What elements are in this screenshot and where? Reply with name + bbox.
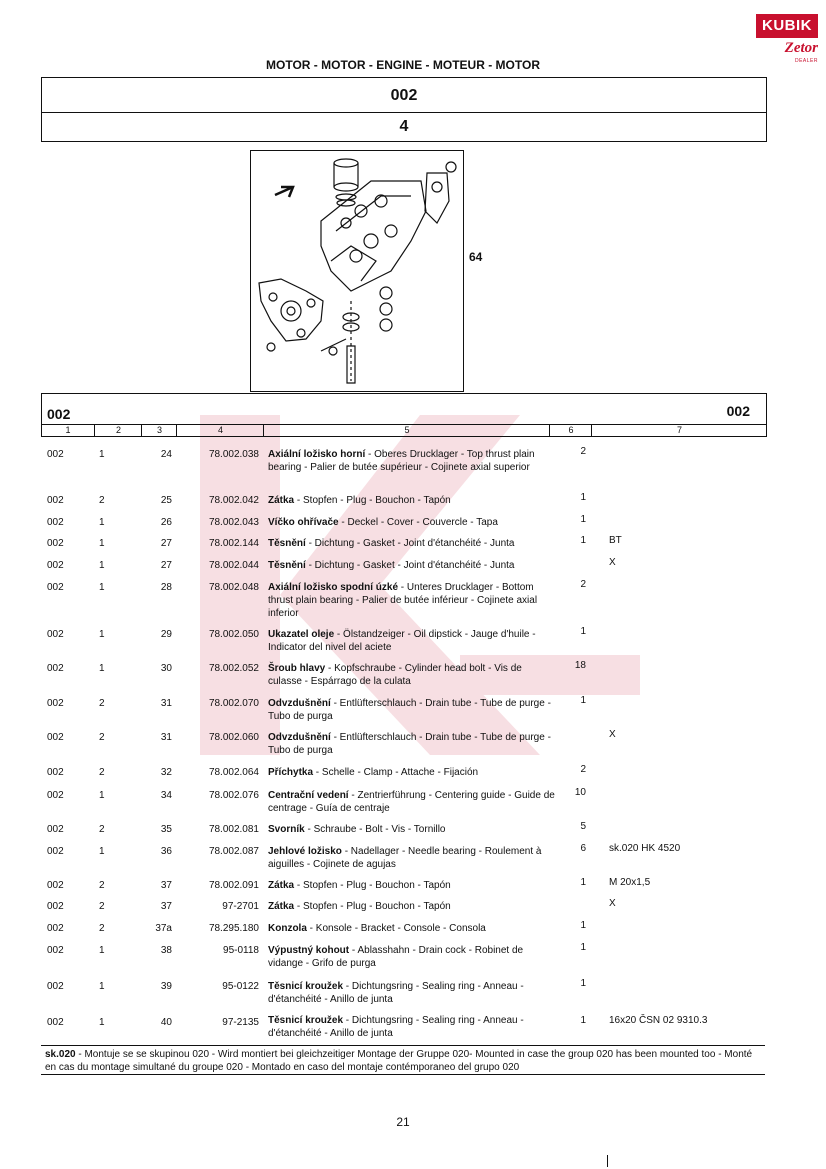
column-number: 7 — [591, 425, 767, 436]
part-name: Ukazatel oleje — [268, 629, 335, 640]
cell-group: 002 — [47, 981, 64, 992]
cell-position: 27 — [160, 538, 172, 549]
table-group-right: 002 — [726, 403, 750, 419]
part-name: Svorník — [268, 824, 305, 835]
cell-note: X — [609, 898, 616, 909]
cell-group: 002 — [47, 790, 64, 801]
part-translations: - Stopfen - Plug - Bouchon - Tapón — [294, 901, 451, 912]
column-number: 1 — [65, 425, 71, 435]
cell-part-number: 95-0122 — [222, 981, 259, 992]
cell-position: 38 — [160, 945, 172, 956]
column-number: 6 — [549, 425, 592, 436]
part-translations: - Entlüfterschlauch - Drain tube - Tube de purge - Tubo de purga — [268, 732, 551, 756]
cell-position: 30 — [160, 663, 172, 674]
cell-part-number: 78.295.180 — [208, 923, 259, 934]
cell-group: 002 — [47, 495, 64, 506]
cell-quantity: 1 — [580, 978, 586, 989]
cell-description — [268, 879, 556, 892]
cell-col2: 2 — [99, 732, 105, 743]
cell-note: X — [609, 557, 616, 568]
group-number: 002 — [390, 87, 418, 104]
cell-description — [268, 1014, 556, 1040]
part-name: Konzola — [268, 923, 307, 934]
cell-quantity: 1 — [580, 492, 586, 503]
logo-dealer: DEALER — [794, 58, 818, 64]
cell-note: sk.020 HK 4520 — [609, 843, 681, 854]
cell-part-number: 78.002.060 — [208, 732, 259, 743]
cell-position: 39 — [160, 981, 172, 992]
cell-part-number: 95-0118 — [223, 945, 259, 956]
cell-col2: 1 — [99, 629, 105, 640]
margin-tick-mark — [607, 1155, 608, 1167]
column-number: 2 — [94, 425, 142, 436]
cell-part-number: 78.002.050 — [208, 629, 259, 640]
cell-quantity: 1 — [580, 695, 586, 706]
page-number: 21 — [396, 1115, 410, 1129]
cell-position: 37 — [160, 901, 172, 912]
cell-quantity: 6 — [580, 843, 586, 854]
cell-position: 26 — [160, 517, 172, 528]
part-name: Těsnění — [268, 560, 306, 571]
part-name: Axiální ložisko horní — [268, 449, 366, 460]
cell-part-number: 78.002.052 — [208, 663, 259, 674]
cell-col2: 1 — [99, 560, 105, 571]
exploded-view-figure — [250, 150, 464, 392]
cell-quantity: 10 — [574, 787, 586, 798]
part-name: Zátka — [268, 495, 295, 506]
cell-col2: 1 — [99, 981, 105, 992]
cell-description — [268, 628, 556, 654]
part-translations: - Stopfen - Plug - Bouchon - Tapón — [294, 880, 451, 891]
cell-position: 28 — [160, 582, 172, 593]
cell-description — [268, 662, 556, 688]
cell-group: 002 — [47, 1017, 64, 1028]
cell-quantity: 1 — [580, 514, 586, 525]
cell-description — [268, 845, 556, 871]
cell-note: X — [609, 729, 616, 740]
cell-col2: 2 — [99, 698, 105, 709]
part-name: Víčko ohřívače — [268, 517, 339, 528]
cell-col2: 1 — [99, 582, 105, 593]
cell-description — [268, 537, 556, 550]
cell-position: 37a — [155, 923, 172, 934]
part-name: Těsnicí kroužek — [268, 1015, 344, 1026]
cell-group: 002 — [47, 880, 64, 891]
cell-col2: 2 — [99, 880, 105, 891]
cell-col2: 2 — [99, 901, 105, 912]
cell-group: 002 — [47, 663, 64, 674]
cell-description — [268, 900, 556, 913]
logo-brand: KUBIK — [756, 14, 818, 38]
cell-part-number: 78.002.081 — [208, 824, 259, 835]
engine-block-drawing — [251, 151, 463, 391]
parts-table-header — [41, 393, 767, 437]
cell-group: 002 — [47, 538, 64, 549]
cell-group: 002 — [47, 846, 64, 857]
cell-description — [268, 697, 556, 723]
part-translations: - Zentrierführung - Centering guide - Guide de centrage - Guía de centraje — [268, 790, 555, 814]
part-name: Příchytka — [268, 767, 314, 778]
cell-quantity: 2 — [580, 579, 586, 590]
page-title: MOTOR - MOTOR - ENGINE - MOTEUR - MOTOR — [266, 58, 540, 72]
cell-part-number: 78.002.048 — [208, 582, 259, 593]
part-translations: - Oberes Drucklager - Top thrust plain bearing - Palier de butée supérieur - Cojinete axial superior — [268, 449, 535, 473]
cell-col2: 2 — [99, 767, 105, 778]
part-translations: - Unteres Drucklager - Bottom thrust plain bearing - Palier de butée inférieur - Cojinete axial inferior — [268, 582, 538, 619]
cell-position: 27 — [160, 560, 172, 571]
part-translations: - Konsole - Bracket - Console - Consola — [306, 923, 486, 934]
cell-col2: 2 — [99, 824, 105, 835]
part-name: Axiální ložisko spodní úzké — [268, 582, 399, 593]
cell-col2: 1 — [99, 663, 105, 674]
part-name: Šroub hlavy — [268, 663, 326, 674]
cell-group: 002 — [47, 698, 64, 709]
cell-col2: 1 — [99, 945, 105, 956]
subgroup-number: 4 — [399, 118, 409, 135]
cell-position: 29 — [160, 629, 172, 640]
cell-quantity: 18 — [574, 660, 586, 671]
cell-quantity: 5 — [580, 821, 586, 832]
part-translations: - Deckel - Cover - Couvercle - Tapa — [338, 517, 498, 528]
part-translations: - Stopfen - Plug - Bouchon - Tapón — [294, 495, 451, 506]
cell-part-number: 78.002.076 — [208, 790, 259, 801]
cell-position: 31 — [160, 698, 172, 709]
cell-group: 002 — [47, 732, 64, 743]
part-name: Centrační vedení — [268, 790, 349, 801]
cell-part-number: 78.002.070 — [208, 698, 259, 709]
part-translations: - Ablasshahn - Drain cock - Robinet de vidange - Grifo de purga — [268, 945, 524, 969]
cell-group: 002 — [47, 629, 64, 640]
figure-callout-label: 64 — [469, 250, 483, 264]
logo-sub: Zetor — [784, 40, 818, 56]
cell-part-number: 97-2135 — [222, 1017, 259, 1028]
part-name: Zátka — [268, 880, 295, 891]
part-name: Odvzdušnění — [268, 732, 331, 743]
cell-note: 16x20 ČSN 02 9310.3 — [609, 1015, 708, 1026]
cell-col2: 1 — [99, 517, 105, 528]
cell-quantity: 1 — [580, 877, 586, 888]
cell-group: 002 — [47, 901, 64, 912]
group-box — [41, 77, 767, 113]
part-name: Těsnění — [268, 538, 306, 549]
cell-position: 31 — [160, 732, 172, 743]
column-number: 3 — [141, 425, 177, 436]
cell-group: 002 — [47, 824, 64, 835]
cell-part-number: 78.002.144 — [208, 538, 259, 549]
cell-group: 002 — [47, 945, 64, 956]
cell-part-number: 78.002.087 — [208, 846, 259, 857]
part-translations: - Ölstandzeiger - Oil dipstick - Jauge d'huile - Indicator del nivel del aciete — [268, 629, 536, 653]
cell-position: 40 — [160, 1017, 172, 1028]
part-translations: - Kopfschraube - Cylinder head bolt - Vis de culasse - Espárrago de la culata — [268, 663, 522, 687]
cell-position: 32 — [160, 767, 172, 778]
cell-part-number: 78.002.043 — [208, 517, 259, 528]
cell-description — [268, 789, 556, 815]
cell-quantity: 1 — [580, 942, 586, 953]
part-translations: - Entlüfterschlauch - Drain tube - Tube de purge - Tubo de purga — [268, 698, 551, 722]
part-translations: - Schraube - Bolt - Vis - Tornillo — [304, 824, 446, 835]
cell-col2: 2 — [99, 495, 105, 506]
part-name: Výpustný kohout — [268, 945, 350, 956]
cell-part-number: 97-2701 — [222, 901, 259, 912]
cell-part-number: 78.002.038 — [208, 449, 259, 460]
cell-col2: 2 — [99, 923, 105, 934]
part-name: Odvzdušnění — [268, 698, 331, 709]
part-name: Těsnicí kroužek — [268, 981, 344, 992]
subgroup-box — [41, 111, 767, 142]
cell-group: 002 — [47, 767, 64, 778]
cell-quantity: 1 — [580, 920, 586, 931]
cell-col2: 1 — [99, 449, 105, 460]
cell-position: 34 — [160, 790, 172, 801]
cell-description — [268, 823, 556, 836]
cell-description — [268, 581, 556, 620]
cell-quantity: 2 — [580, 446, 586, 457]
cell-col2: 1 — [99, 1017, 105, 1028]
cell-group: 002 — [47, 923, 64, 934]
footnote-text: - Montuje se se skupinou 020 - Wird montiert bei gleichzeitiger Montage der Gruppe 020- Mounted in case the group 020 has been mounted too - Monté en cas du montage simultané du groupe 020 - Montado en caso del montaje contémporaneo del grupo 020 — [45, 1049, 753, 1073]
cell-description — [268, 980, 556, 1006]
cell-quantity: 2 — [580, 764, 586, 775]
cell-part-number: 78.002.091 — [208, 880, 259, 891]
part-translations: - Nadellager - Needle bearing - Roulement à aiguilles - Cojinete de agujas — [268, 846, 542, 870]
part-name: Zátka — [268, 901, 295, 912]
cell-group: 002 — [47, 449, 64, 460]
table-group-left: 002 — [47, 406, 71, 422]
cell-group: 002 — [47, 582, 64, 593]
part-translations: - Schelle - Clamp - Attache - Fijación — [313, 767, 479, 778]
cell-description — [268, 448, 556, 474]
cell-description — [268, 494, 556, 507]
cell-group: 002 — [47, 560, 64, 571]
footnote — [41, 1045, 765, 1075]
cell-col2: 1 — [99, 538, 105, 549]
cell-description — [268, 731, 556, 757]
cell-part-number: 78.002.044 — [208, 560, 259, 571]
cell-group: 002 — [47, 517, 64, 528]
cell-position: 36 — [160, 846, 172, 857]
part-name: Jehlové ložisko — [268, 846, 342, 857]
part-translations: - Dichtungsring - Sealing ring - Anneau - d'étanchéité - Anillo de junta — [268, 981, 524, 1005]
part-translations: - Dichtung - Gasket - Joint d'étanchéité - Junta — [305, 560, 515, 571]
cell-quantity: 1 — [580, 626, 586, 637]
part-translations: - Dichtungsring - Sealing ring - Anneau - d'étanchéité - Anillo de junta — [268, 1015, 524, 1039]
cell-part-number: 78.002.064 — [208, 767, 259, 778]
cell-description — [268, 516, 556, 529]
cell-note: M 20x1,5 — [609, 877, 651, 888]
cell-quantity: 1 — [580, 1015, 586, 1026]
part-translations: - Dichtung - Gasket - Joint d'étanchéité - Junta — [305, 538, 515, 549]
cell-col2: 1 — [99, 846, 105, 857]
cell-position: 37 — [160, 880, 172, 891]
cell-position: 35 — [160, 824, 172, 835]
cell-position: 24 — [160, 449, 172, 460]
cell-description — [268, 944, 556, 970]
cell-col2: 1 — [99, 790, 105, 801]
footnote-key: sk.020 — [45, 1049, 76, 1060]
cell-description — [268, 766, 556, 779]
cell-quantity: 1 — [580, 535, 586, 546]
cell-description — [268, 922, 556, 935]
cell-position: 25 — [160, 495, 172, 506]
cell-description — [268, 559, 556, 572]
column-number: 4 — [176, 425, 264, 436]
column-number: 5 — [263, 425, 550, 436]
cell-part-number: 78.002.042 — [208, 495, 259, 506]
cell-note: BT — [609, 535, 622, 546]
column-number-row — [42, 424, 766, 436]
